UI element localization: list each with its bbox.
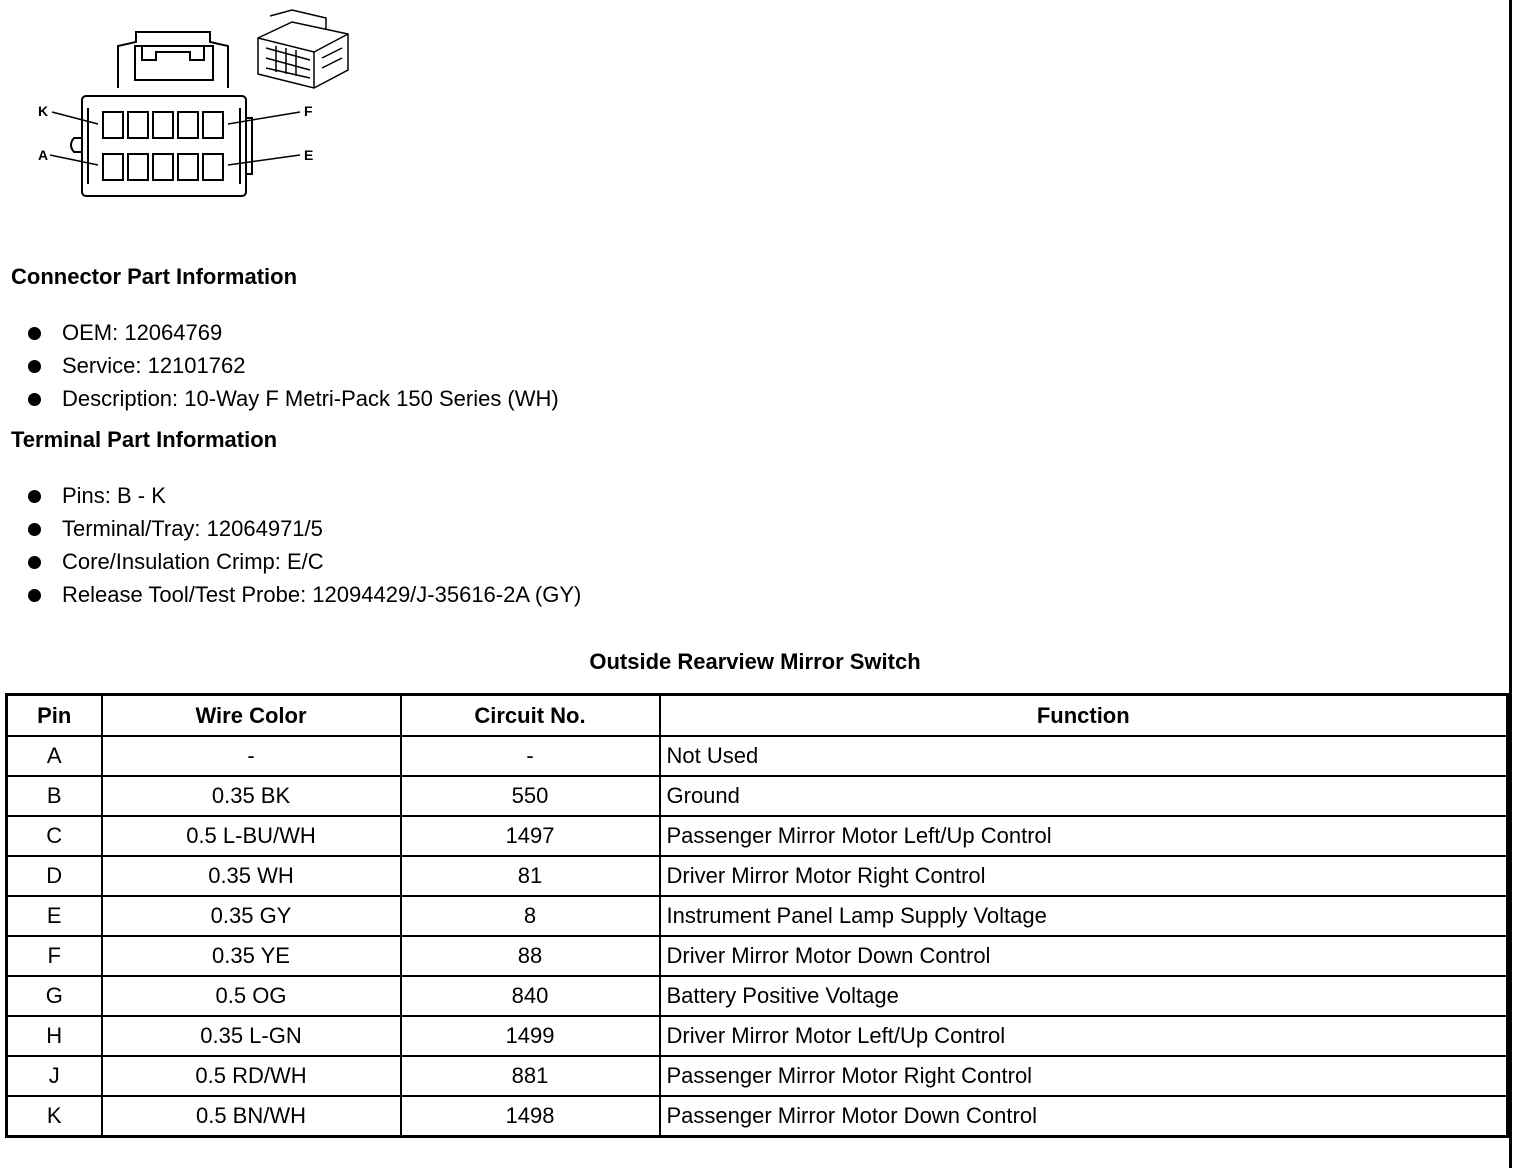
table-row <box>7 816 1508 856</box>
table-header-row <box>7 695 1508 737</box>
terminal-info-list <box>28 481 581 613</box>
list-item: OEM: 12064769 <box>28 318 559 351</box>
connector-isometric-icon <box>258 10 348 88</box>
terminal-part-info-heading: Terminal Part Information <box>11 427 278 452</box>
table-title: Outside Rearview Mirror Switch <box>589 649 921 674</box>
cell-pin: E <box>7 896 102 936</box>
table-row <box>7 736 1508 776</box>
cell-pin: D <box>7 856 102 896</box>
cell-wire-color: 0.5 RD/WH <box>102 1056 401 1096</box>
cell-function: Passenger Mirror Motor Left/Up Control <box>660 816 1508 856</box>
cell-circuit-no: 81 <box>401 856 660 896</box>
cell-wire-color: 0.5 OG <box>102 976 401 1016</box>
pin-label-a: A <box>38 147 49 163</box>
cell-circuit-no: 1498 <box>401 1096 660 1137</box>
connector-part-info-heading: Connector Part Information <box>11 264 298 289</box>
cell-pin: A <box>7 736 102 776</box>
table-row <box>7 776 1508 816</box>
header-function: Function <box>660 695 1508 737</box>
header-pin: Pin <box>7 695 102 737</box>
list-item: Pins: B - K <box>28 481 581 514</box>
table-row <box>7 896 1508 936</box>
pinout-table <box>5 693 1509 1138</box>
cell-pin: F <box>7 936 102 976</box>
cell-pin: G <box>7 976 102 1016</box>
cell-pin: C <box>7 816 102 856</box>
cell-pin: K <box>7 1096 102 1137</box>
cell-function: Driver Mirror Motor Right Control <box>660 856 1508 896</box>
list-item: Terminal/Tray: 12064971/5 <box>28 514 581 547</box>
cell-function: Driver Mirror Motor Left/Up Control <box>660 1016 1508 1056</box>
cell-circuit-no: - <box>401 736 660 776</box>
page-right-border <box>1509 0 1512 1168</box>
cell-circuit-no: 881 <box>401 1056 660 1096</box>
cell-function: Instrument Panel Lamp Supply Voltage <box>660 896 1508 936</box>
table-row <box>7 976 1508 1016</box>
cell-circuit-no: 840 <box>401 976 660 1016</box>
cell-function: Driver Mirror Motor Down Control <box>660 936 1508 976</box>
cell-wire-color: - <box>102 736 401 776</box>
cell-wire-color: 0.35 YE <box>102 936 401 976</box>
list-item: Service: 12101762 <box>28 351 559 384</box>
connector-diagram <box>30 8 370 208</box>
connector-info-list <box>28 318 559 417</box>
cell-circuit-no: 8 <box>401 896 660 936</box>
cell-circuit-no: 1499 <box>401 1016 660 1056</box>
table-row <box>7 856 1508 896</box>
cell-circuit-no: 550 <box>401 776 660 816</box>
pin-label-e: E <box>304 147 314 163</box>
cell-function: Passenger Mirror Motor Right Control <box>660 1056 1508 1096</box>
table-row <box>7 1056 1508 1096</box>
cell-pin: J <box>7 1056 102 1096</box>
cell-circuit-no: 88 <box>401 936 660 976</box>
list-item: Release Tool/Test Probe: 12094429/J-35616-2A (GY) <box>28 580 581 613</box>
pin-label-f: F <box>304 103 313 119</box>
cell-wire-color: 0.35 L-GN <box>102 1016 401 1056</box>
table-row <box>7 1016 1508 1056</box>
list-item: Description: 10-Way F Metri-Pack 150 Series (WH) <box>28 384 559 417</box>
cell-wire-color: 0.35 BK <box>102 776 401 816</box>
cell-function: Passenger Mirror Motor Down Control <box>660 1096 1508 1137</box>
cell-wire-color: 0.5 BN/WH <box>102 1096 401 1137</box>
pin-label-k: K <box>38 103 49 119</box>
header-wire-color: Wire Color <box>102 695 401 737</box>
list-item: Core/Insulation Crimp: E/C <box>28 547 581 580</box>
cell-function: Not Used <box>660 736 1508 776</box>
table-row <box>7 1096 1508 1137</box>
cell-pin: H <box>7 1016 102 1056</box>
cell-function: Battery Positive Voltage <box>660 976 1508 1016</box>
cell-circuit-no: 1497 <box>401 816 660 856</box>
cell-function: Ground <box>660 776 1508 816</box>
cell-wire-color: 0.35 GY <box>102 896 401 936</box>
table-row <box>7 936 1508 976</box>
header-circuit-no: Circuit No. <box>401 695 660 737</box>
cell-pin: B <box>7 776 102 816</box>
cell-wire-color: 0.35 WH <box>102 856 401 896</box>
cell-wire-color: 0.5 L-BU/WH <box>102 816 401 856</box>
